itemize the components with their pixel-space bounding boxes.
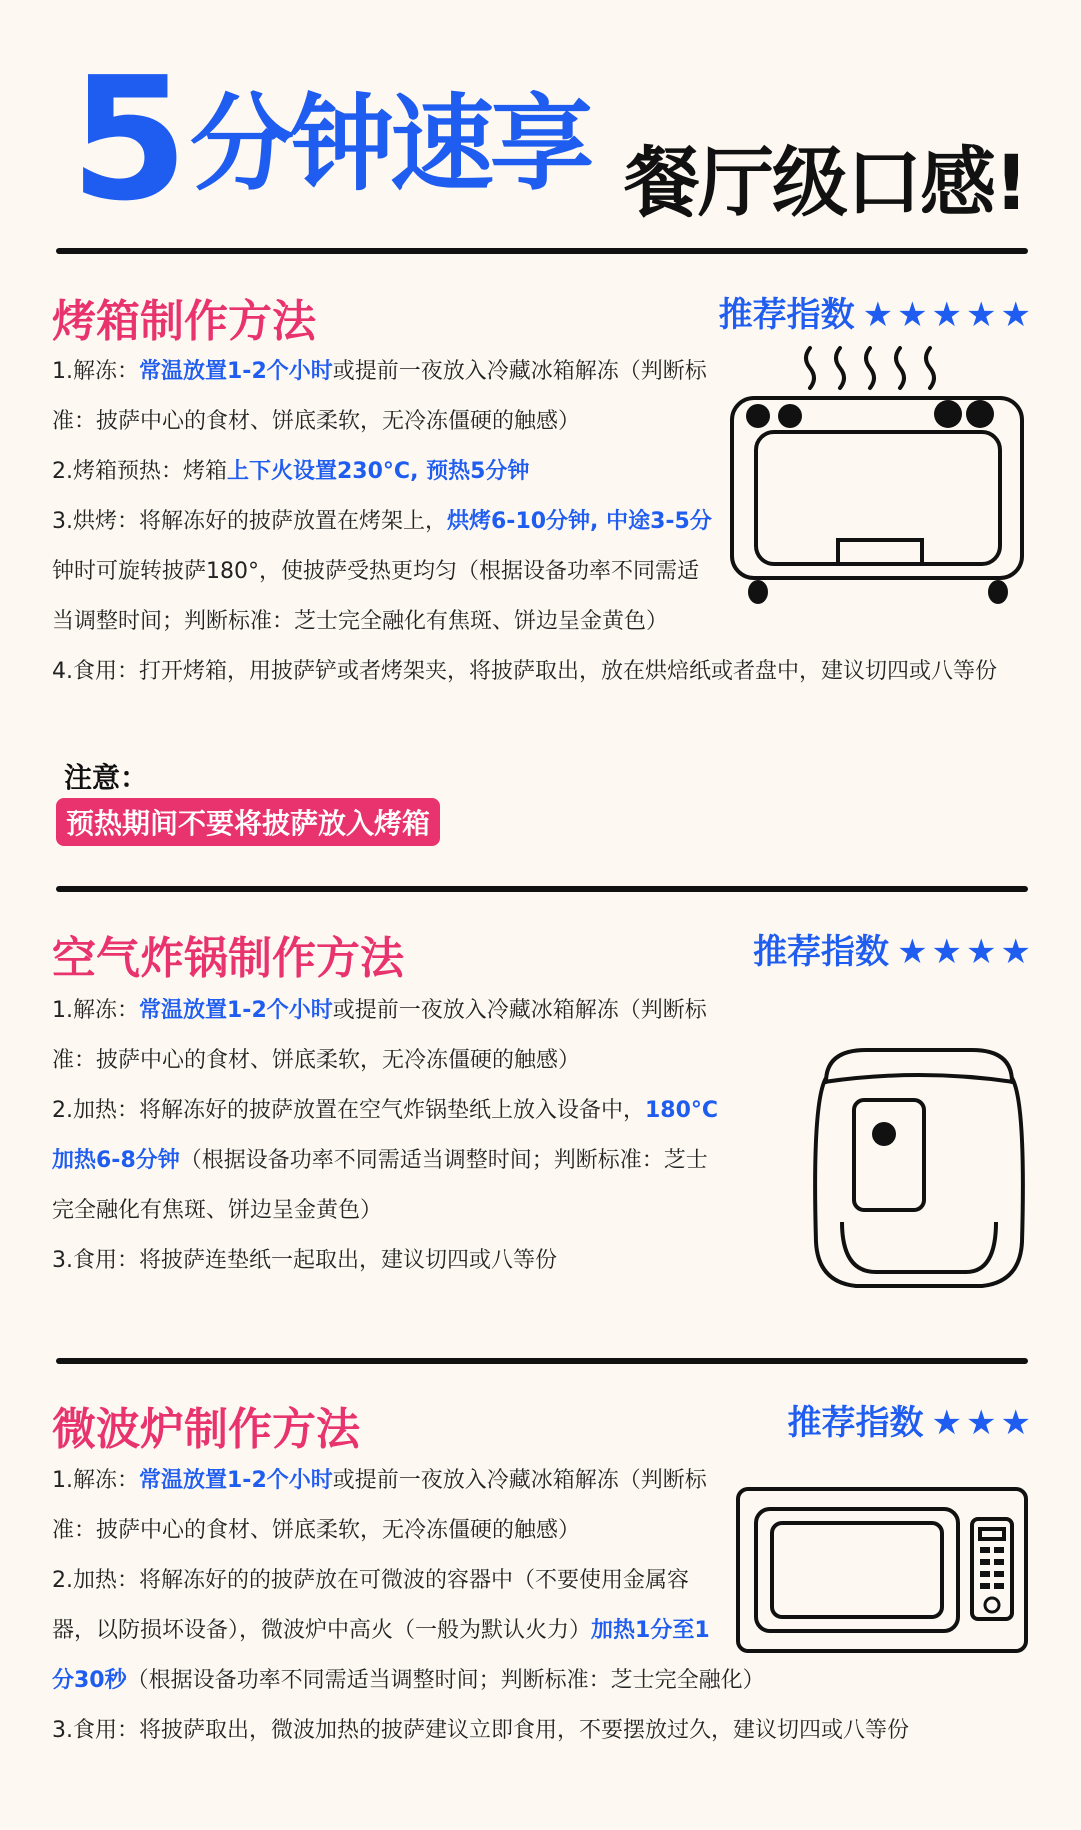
highlight-text: 上下火设置230°C, 预热5分钟 [227, 459, 530, 484]
rating-stars [897, 932, 1031, 972]
step-text: 2.烤箱预热：烤箱 [52, 459, 227, 484]
divider [56, 886, 1028, 892]
rating-stars [862, 295, 1031, 335]
oven-icon [728, 340, 1028, 610]
step-text: 2.加热：将解冻好的的披萨放在可微波的容器中（不要使用金属容 [52, 1568, 689, 1593]
rating-label: 推荐指数 [718, 295, 855, 335]
microwave-icon [734, 1485, 1030, 1655]
step-line [52, 1047, 718, 1097]
star-icon: ★ [862, 295, 894, 335]
step-text: 1.解冻： [52, 998, 139, 1023]
step-text: 器，以防损坏设备），微波炉中高火（一般为默认火力） [52, 1618, 592, 1643]
step-text: 准：披萨中心的食材、饼底柔软，无冷冻僵硬的触感） [52, 409, 581, 434]
airfryer-section-title: 空气炸锅制作方法 [52, 933, 404, 984]
step-text: 或提前一夜放入冷藏冰箱解冻（判断标 [332, 1468, 707, 1493]
step-text: 准：披萨中心的食材、饼底柔软，无冷冻僵硬的触感） [52, 1518, 581, 1543]
step-text: 准：披萨中心的食材、饼底柔软，无冷冻僵硬的触感） [52, 1048, 581, 1073]
microwave-rating [787, 1403, 1031, 1443]
step-line [52, 658, 997, 708]
star-icon: ★ [931, 295, 963, 335]
oven-rating [718, 295, 1031, 335]
star-icon: ★ [966, 1403, 997, 1443]
divider [56, 248, 1028, 254]
step-text: 1.解冻： [52, 359, 139, 384]
headline-number: 5 [70, 41, 189, 239]
step-text: 当调整时间；判断标准：芝士完全融化有焦斑、饼边呈金黄色） [52, 609, 669, 634]
step-line [52, 608, 997, 658]
oven-section-title: 烤箱制作方法 [52, 296, 316, 347]
step-text: 钟时可旋转披萨180°，使披萨受热更均匀（根据设备功率不同需适 [52, 559, 699, 584]
divider [56, 1358, 1028, 1364]
highlight-text: 烘烤6-10分钟, 中途3-5分 [447, 509, 712, 534]
step-line [52, 1197, 718, 1247]
star-icon: ★ [966, 932, 997, 972]
step-text: 2.加热：将解冻好的披萨放置在空气炸锅垫纸上放入设备中， [52, 1098, 645, 1123]
highlight-text: 180°C [645, 1098, 719, 1123]
air-fryer-icon [806, 1042, 1032, 1292]
headline-sub: 餐厅级口感! [624, 138, 1027, 227]
rating-label: 推荐指数 [753, 932, 890, 972]
star-icon: ★ [966, 295, 997, 335]
step-line [52, 1147, 718, 1197]
star-icon: ★ [1000, 932, 1031, 972]
step-line [52, 997, 718, 1047]
step-line [52, 1667, 909, 1717]
step-text: 或提前一夜放入冷藏冰箱解冻（判断标 [332, 359, 707, 384]
step-text: 3.食用：将披萨连垫纸一起取出，建议切四或八等份 [52, 1248, 557, 1273]
headline-main: 分钟速享 [190, 83, 591, 205]
step-text: 4.食用：打开烤箱，用披萨铲或者烤架夹，将披萨取出，放在烘焙纸或者盘中，建议切四或八等份 [52, 659, 997, 684]
star-icon: ★ [931, 932, 963, 972]
step-text: 1.解冻： [52, 1468, 139, 1493]
step-line [52, 1247, 718, 1297]
rating-label: 推荐指数 [787, 1403, 924, 1443]
highlight-text: 加热6-8分钟 [52, 1148, 180, 1173]
highlight-text: 加热1分至1 [591, 1618, 710, 1643]
step-text: （根据设备功率不同需适当调整时间；判断标准：芝士完全融化） [126, 1668, 765, 1693]
highlight-text: 分30秒 [52, 1668, 127, 1693]
step-text: 3.食用：将披萨取出，微波加热的披萨建议立即食用，不要摆放过久，建议切四或八等份 [52, 1718, 909, 1743]
highlight-text: 常温放置1-2个小时 [139, 998, 333, 1023]
star-icon: ★ [897, 932, 928, 972]
star-icon: ★ [1000, 295, 1031, 335]
rating-stars [931, 1403, 1031, 1443]
step-text: 完全融化有焦斑、饼边呈金黄色） [52, 1198, 383, 1223]
highlight-text: 常温放置1-2个小时 [139, 359, 333, 384]
step-text: 或提前一夜放入冷藏冰箱解冻（判断标 [332, 998, 707, 1023]
microwave-section-title: 微波炉制作方法 [52, 1404, 360, 1455]
step-line [52, 1717, 909, 1767]
note-badge: 预热期间不要将披萨放入烤箱 [56, 798, 440, 846]
star-icon: ★ [897, 295, 928, 335]
note-label: 注意： [64, 761, 149, 794]
step-line [52, 1097, 718, 1147]
airfryer-steps [52, 997, 718, 1297]
star-icon: ★ [1000, 1403, 1031, 1443]
highlight-text: 常温放置1-2个小时 [139, 1468, 333, 1493]
step-text: （根据设备功率不同需适当调整时间；判断标准：芝士 [179, 1148, 708, 1173]
airfryer-rating [753, 932, 1031, 972]
step-text: 3.烘烤：将解冻好的披萨放置在烤架上， [52, 509, 447, 534]
star-icon: ★ [931, 1403, 963, 1443]
